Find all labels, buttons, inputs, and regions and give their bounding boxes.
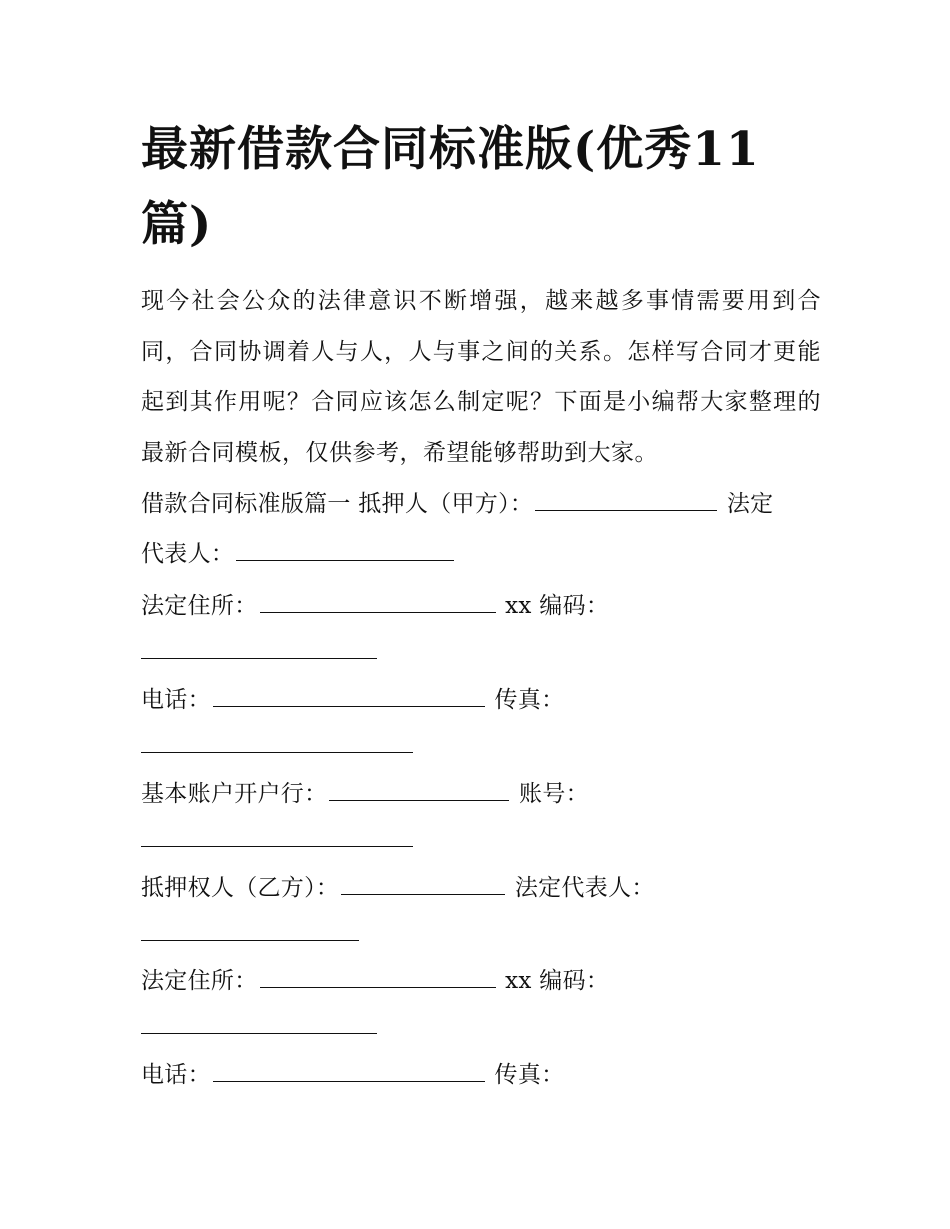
phone-a-label: 电话： <box>141 687 211 713</box>
postcode-b-blank[interactable] <box>141 1013 377 1034</box>
fax-a-blank-line <box>141 730 415 762</box>
party-b-blank[interactable] <box>341 874 505 895</box>
bank-line <box>141 778 589 810</box>
legal-rep-b-blank-line <box>141 918 361 950</box>
party-b-line <box>141 872 655 904</box>
legal-rep-b-blank[interactable] <box>141 920 359 941</box>
legal-rep-blank[interactable] <box>236 540 454 561</box>
legal-rep-label: 法定 <box>726 491 774 517</box>
postcode-b-blank-line <box>141 1011 379 1043</box>
address-b-label: 法定住所： <box>141 968 258 994</box>
fax-b-label: 传真： <box>494 1062 565 1088</box>
postcode-a-blank[interactable] <box>141 638 377 659</box>
legal-rep-b-label: 法定代表人： <box>514 875 655 901</box>
address-a-blank[interactable] <box>260 592 496 613</box>
account-blank[interactable] <box>141 826 413 847</box>
address-b-line <box>141 965 609 997</box>
intro-paragraph: 现今社会公众的法律意识不断增强，越来越多事情需要用到合同，合同协调着人与人，人与事之间的关系。怎样写合同才更能起到其作用呢？合同应该怎么制定呢？下面是小编帮大家整理的最新合同模板，仅供参考，希望能够帮助到大家。 <box>141 288 821 466</box>
postcode-a-label: xx 编码： <box>505 593 610 619</box>
address-a-line <box>141 590 609 622</box>
party-a-blank[interactable] <box>535 490 717 511</box>
fax-a-blank[interactable] <box>141 732 413 753</box>
phone-b-blank[interactable] <box>213 1061 485 1082</box>
party-a-label: 借款合同标准版篇一 抵押人（甲方）： <box>141 491 534 517</box>
account-blank-line <box>141 824 415 856</box>
legal-rep-label-cont: 代表人： <box>141 541 235 567</box>
postcode-a-blank-line <box>141 636 379 668</box>
address-a-label: 法定住所： <box>141 593 258 619</box>
party-b-label: 抵押权人（乙方）： <box>141 875 340 901</box>
phone-a-line <box>141 684 564 716</box>
bank-label: 基本账户开户行： <box>141 781 328 807</box>
document-title: 最新借款合同标准版(优秀11篇) <box>141 122 760 252</box>
phone-b-line <box>141 1059 564 1091</box>
legal-rep-line <box>141 538 456 570</box>
account-label: 账号： <box>519 781 589 807</box>
address-b-blank[interactable] <box>260 967 496 988</box>
postcode-b-label: xx 编码： <box>505 968 610 994</box>
fax-a-label: 传真： <box>494 687 565 713</box>
phone-a-blank[interactable] <box>213 686 485 707</box>
bank-blank[interactable] <box>329 780 509 801</box>
phone-b-label: 电话： <box>141 1062 211 1088</box>
party-a-line <box>141 488 773 520</box>
